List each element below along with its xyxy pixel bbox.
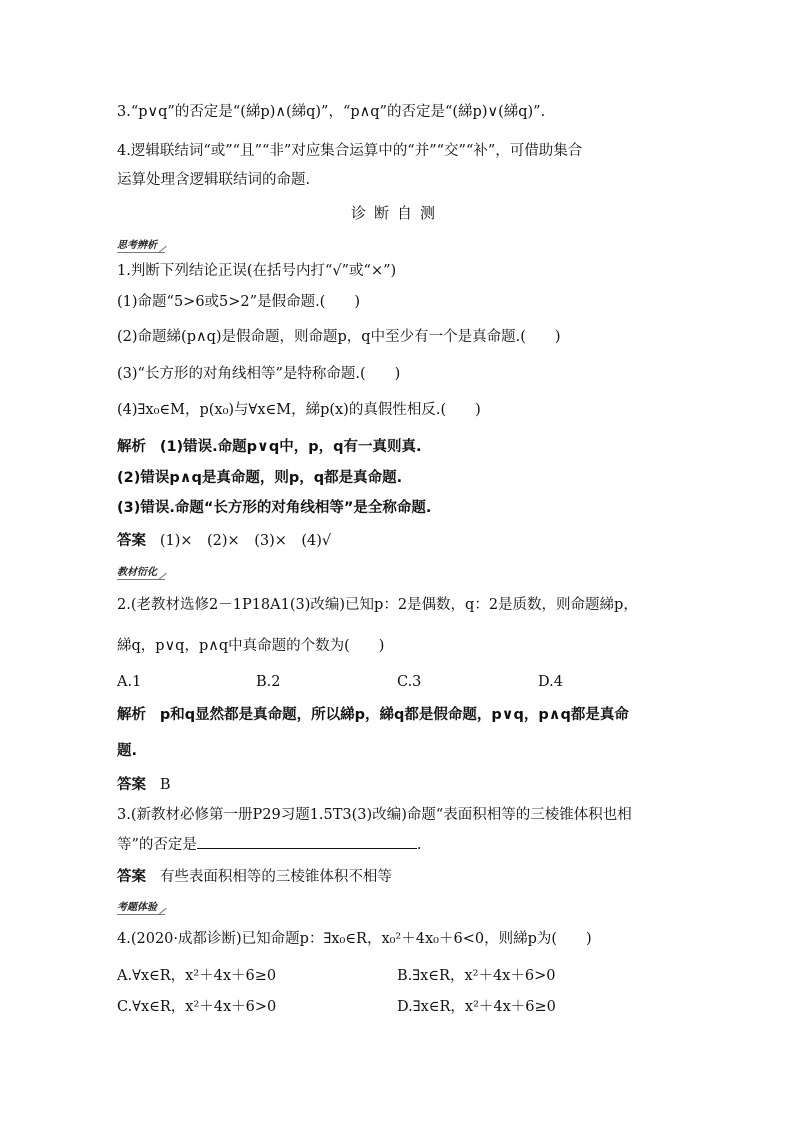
- answer-label: 答案: [117, 869, 146, 885]
- q2-option-a: A.1: [117, 674, 142, 690]
- answer-label: 答案: [117, 777, 146, 793]
- q3-stem-line2: [117, 834, 422, 855]
- q1-statement-3: (3)“长方形的对角线相等”是特称命题.( ): [117, 366, 401, 382]
- q2-option-b: B.2: [256, 674, 281, 690]
- q1-statement-1: (1)命题“5>6或5>2”是假命题.( ): [117, 294, 360, 310]
- q2-stem-line1: 2.(老教材选修2－1P18A1(3)改编)已知p：2是偶数，q：2是质数，则命题綈p，: [117, 597, 638, 613]
- q4-option-b: B.∃x∈R，x²＋4x＋6>0: [397, 968, 556, 984]
- q1-answer-value: (1)× (2)× (3)× (4)√: [159, 533, 332, 549]
- q4-option-a: A.∀x∈R，x²＋4x＋6≥0: [117, 968, 277, 984]
- analysis-label: 解析: [117, 439, 146, 455]
- q1-analysis-3: (3)错误.命题“长方形的对角线相等”是全称命题.: [117, 500, 432, 516]
- q4-stem: 4.(2020·成都诊断)已知命题p：∃x₀∈R，x₀²＋4x₀＋6<0，则綈p为( ): [117, 931, 592, 947]
- q3-answer-value: 有些表面积相等的三棱锥体积不相等: [159, 869, 392, 885]
- q3-stem-line1: 3.(新教材必修第一册P29习题1.5T3(3)改编)命题“表面积相等的三棱锥体积也相: [117, 807, 632, 823]
- q1-analysis-line1: [117, 437, 421, 457]
- answer-label: 答案: [117, 533, 146, 549]
- q1-statement-4: (4)∃x₀∈M，p(x₀)与∀x∈M，綈p(x)的真假性相反.( ): [117, 402, 481, 418]
- q4-option-c: C.∀x∈R，x²＋4x＋6>0: [117, 999, 277, 1015]
- q1-analysis-1: (1)错误.命题p∨q中，p，q有一真则真.: [159, 439, 422, 455]
- q1-analysis-2: (2)错误p∧q是真命题，则p，q都是真命题.: [117, 470, 403, 486]
- q2-analysis-text: p和q显然都是真命题，所以綈p，綈q都是假命题，p∨q，p∧q都是真命: [159, 707, 629, 723]
- tag-exam: 考题体验: [117, 898, 165, 915]
- answer-blank: [197, 834, 417, 849]
- q2-analysis-line2: 题.: [117, 743, 138, 759]
- q2-option-c: C.3: [397, 674, 422, 690]
- tag-textbook: 教材衍化: [117, 563, 165, 580]
- q2-answer-value: B: [159, 777, 171, 793]
- q1-answer: [117, 531, 331, 551]
- q2-stem-line2: 綈q，p∨q，p∧q中真命题的个数为( ): [117, 638, 385, 654]
- q2-option-d: D.4: [538, 674, 563, 690]
- q2-answer: [117, 775, 170, 795]
- analysis-label: 解析: [117, 707, 146, 723]
- q4-option-d: D.∃x∈R，x²＋4x＋6≥0: [397, 999, 556, 1015]
- intro-item-4-line2: 运算处理含逻辑联结词的命题.: [117, 172, 311, 188]
- tag-think: 思考辨析: [117, 236, 165, 253]
- section-title: 诊断自测: [350, 204, 443, 222]
- q3-stem-suffix: .: [416, 837, 422, 853]
- intro-item-4-line1: 4.逻辑联结词“或”“且”“非”对应集合运算中的“并”“交”“补”，可借助集合: [117, 143, 583, 159]
- q1-statement-2: (2)命题綈(p∧q)是假命题，则命题p，q中至少有一个是真命题.( ): [117, 329, 561, 345]
- q1-stem: 1.判断下列结论正误(在括号内打“√”或“×”): [117, 263, 397, 279]
- intro-item-3: 3.“p∨q”的否定是“(綈p)∧(綈q)”，“p∧q”的否定是“(綈p)∨(綈q)”.: [117, 104, 546, 120]
- q3-answer: [117, 867, 392, 887]
- q2-analysis-line1: [117, 705, 629, 725]
- q3-stem-prefix: 等”的否定是: [117, 837, 197, 853]
